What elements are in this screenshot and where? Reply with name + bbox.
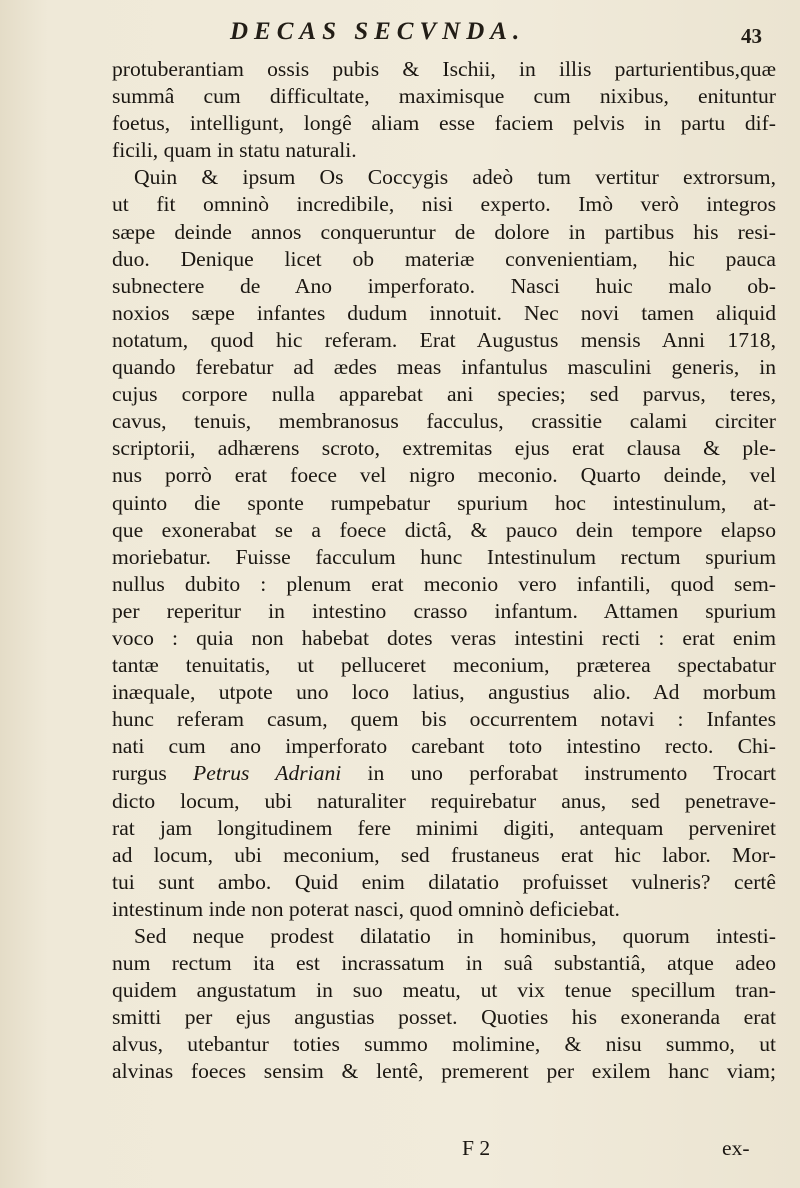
text-line: num rectum ita est incrassatum in suâ substantiâ, atque adeo [112,951,776,976]
text-line: cujus corpore nulla apparebat ani species; sed parvus, teres, [112,382,776,407]
text-line: sæpe deinde annos conqueruntur de dolore in partibus his resi- [112,219,776,244]
text-line: quando ferebatur ad ædes meas infantulus masculini generis, in [112,355,776,380]
text-line: duo. Denique licet ob materiæ convenientiam, hic pauca [112,246,776,271]
text-line: alvus, utebantur toties summo molimine, & nisu summo, ut [112,1032,776,1057]
text-line: Sed neque prodest dilatatio in hominibus, quorum intesti- [134,924,776,948]
text-line: quinto die sponte rumpebatur spurium hoc intestinulum, at- [112,490,776,515]
line-text-before: rurgus [112,761,194,786]
text-line: foetus, intelligunt, longê aliam esse faciem pelvis in partu dif- [112,111,776,136]
text-line: alvinas foeces sensim & lentê, premerent per exilem hanc viam; [112,1059,776,1084]
page-number: 43 [741,24,762,48]
text-line: nati cum ano imperforato carebant toto intestino recto. Chi- [112,734,776,759]
text-line: nullus dubito : plenum erat meconio vero infantili, quod sem- [112,571,776,596]
text-line: moriebatur. Fuisse facculum hunc Intestinulum rectum spurium [112,544,776,569]
text-line: inæquale, utpote uno loco latius, angustius alio. Ad morbum [112,680,776,705]
text-line: intestinum inde non poterat nasci, quod omninò deficiebat. [112,896,620,921]
text-line: summâ cum difficultate, maximisque cum nixibus, enituntur [112,84,776,109]
text-line: per reperitur in intestino crasso infantum. Attamen spurium [112,598,776,623]
text-line: scriptorii, adhærens scroto, extremitas ejus erat clausa & ple- [112,436,776,461]
catchword: ex- [722,1136,750,1160]
text-line: Quin & ipsum Os Coccygis adeò tum vertitur extrorsum, [134,165,776,190]
text-line: quidem angustatum in suo meatu, ut vix tenue specillum tran- [112,978,776,1003]
running-head: DECAS SECVNDA. [230,18,526,45]
text-line: ut fit omninò incredibile, nisi experto. Imò verò integros [112,192,776,217]
person-name: Petrus Adriani [193,761,342,786]
text-line: cavus, tenuis, membranosus facculus, crassitie calami circiter [112,409,776,434]
text-line: dicto locum, ubi naturaliter requirebatur anus, sed penetrave- [112,788,776,813]
text-line: rat jam longitudinem fere minimi digiti, antequam perveniret [112,815,776,840]
text-line: nus porrò erat foece vel nigro meconio. Quarto deinde, vel [112,463,776,488]
line-text-after: in uno perforabat instrumento Trocart [341,761,776,786]
text-line: ad locum, ubi meconium, sed frustaneus erat hic labor. Mor- [112,842,776,867]
text-line: tui sunt ambo. Quid enim dilatatio profuisset vulneris? certê [112,869,776,894]
text-line: hunc referam casum, quem bis occurrentem notavi : Infantes [112,707,776,732]
text-line: ficili, quam in statu naturali. [112,138,357,163]
text-line: subnectere de Ano imperforato. Nasci huic malo ob- [112,273,776,298]
text-line: voco : quia non habebat dotes veras intestini recti : erat enim [112,625,776,650]
text-line [112,760,776,787]
text-line: notatum, quod hic referam. Erat Augustus mensis Anni 1718, [112,327,776,352]
text-line: smitti per ejus angustias posset. Quoties his exoneranda erat [112,1005,776,1030]
text-line: que exonerabat se a foece dictâ, & pauco dein tempore elapso [112,517,776,542]
body-text [112,56,776,1086]
text-line: protuberantiam ossis pubis & Ischii, in illis parturientibus,quæ [112,57,776,81]
page-footer [0,1136,800,1166]
text-line: tantæ tenuitatis, ut pelluceret meconium, præterea spectabatur [112,653,776,678]
page-header [0,12,800,52]
signature-mark: F 2 [462,1136,491,1160]
text-line: noxios sæpe infantes dudum innotuit. Nec novi tamen aliquid [112,300,776,325]
